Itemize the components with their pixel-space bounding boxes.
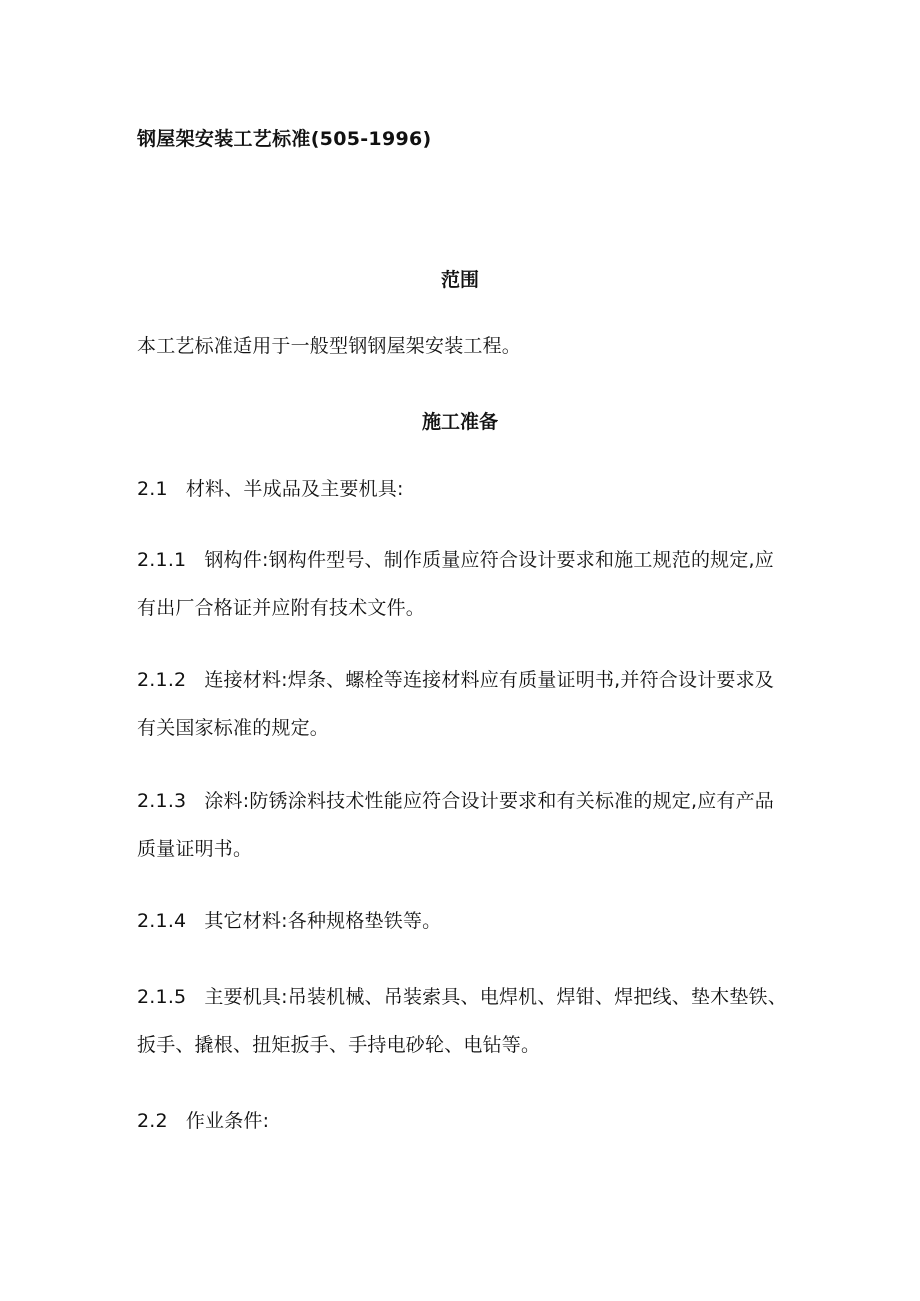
item-2-2 bbox=[137, 1097, 787, 1145]
item-2-1-4 bbox=[137, 897, 787, 945]
document-title: 钢屋架安装工艺标准(505-1996) bbox=[137, 128, 432, 150]
scope-paragraph: 本工艺标准适用于一般型钢钢屋架安装工程。 bbox=[137, 335, 522, 357]
item-number: 2.1.5 bbox=[137, 986, 187, 1008]
item-2-1-5 bbox=[137, 973, 787, 1069]
item-number: 2.2 bbox=[137, 1110, 168, 1132]
item-2-1 bbox=[137, 465, 787, 513]
item-number: 2.1.3 bbox=[137, 790, 187, 812]
item-number: 2.1.4 bbox=[137, 910, 187, 932]
section-heading-scope: 范围 bbox=[440, 269, 479, 291]
item-number: 2.1.2 bbox=[137, 669, 187, 691]
item-text: 涂料:防锈涂料技术性能应符合设计要求和有关标准的规定,应有产品质量证明书。 bbox=[137, 790, 775, 860]
item-number: 2.1.1 bbox=[137, 549, 187, 571]
item-text: 作业条件: bbox=[185, 1110, 270, 1132]
section-heading-preparation: 施工准备 bbox=[421, 411, 498, 433]
item-text: 钢构件:钢构件型号、制作质量应符合设计要求和施工规范的规定,应有出厂合格证并应附有技术文件。 bbox=[137, 549, 775, 619]
item-text: 其它材料:各种规格垫铁等。 bbox=[204, 910, 442, 932]
item-text: 材料、半成品及主要机具: bbox=[185, 478, 404, 500]
item-2-1-3 bbox=[137, 777, 787, 873]
item-number: 2.1 bbox=[137, 478, 168, 500]
item-text: 主要机具:吊装机械、吊装索具、电焊机、焊钳、焊把线、垫木垫铁、扳手、撬根、扭矩扳手、手持电砂轮、电钻等。 bbox=[137, 986, 787, 1056]
item-text: 连接材料:焊条、螺栓等连接材料应有质量证明书,并符合设计要求及有关国家标准的规定。 bbox=[137, 669, 775, 739]
item-2-1-2 bbox=[137, 656, 787, 752]
item-2-1-1 bbox=[137, 536, 787, 632]
